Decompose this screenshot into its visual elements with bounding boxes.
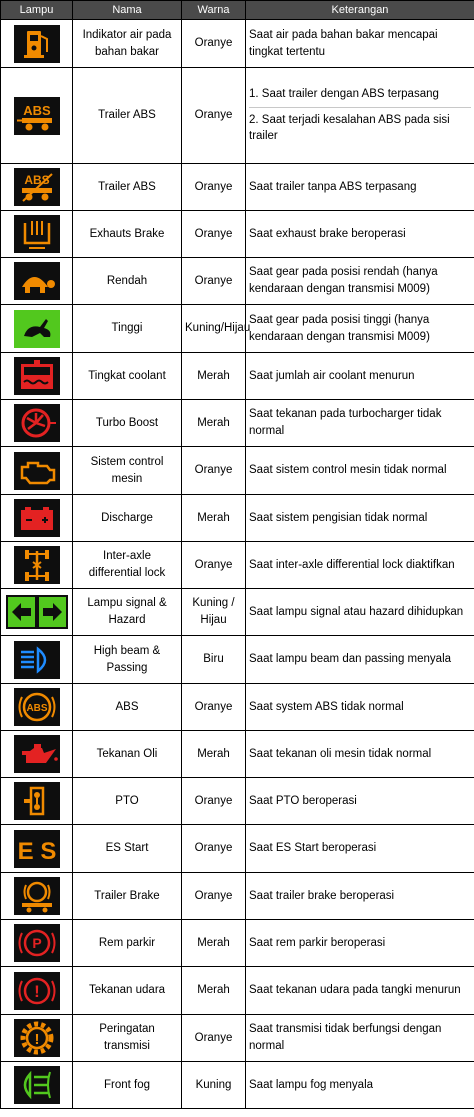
axle-lock-icon	[14, 546, 60, 584]
keterangan-text: Saat transmisi tidak berfungsi dengan normal	[249, 1023, 442, 1052]
lampu-cell	[1, 20, 73, 68]
keterangan-cell	[246, 542, 474, 589]
nama-cell: Discharge	[73, 495, 182, 542]
keterangan-cell	[246, 778, 474, 825]
warna-cell: Merah	[182, 400, 246, 447]
keterangan-text: Saat tekanan oli mesin tidak normal	[249, 747, 432, 760]
warna-cell: Oranye	[182, 825, 246, 873]
transmission-warning-icon	[14, 1019, 60, 1057]
warna-cell: Kuning/Hijau	[182, 305, 246, 353]
keterangan-cell	[246, 589, 474, 636]
keterangan-cell	[246, 825, 474, 873]
nama-cell: Front fog	[73, 1062, 182, 1109]
warna-cell: Merah	[182, 353, 246, 400]
lampu-cell	[1, 684, 73, 731]
nama-cell: ABS	[73, 684, 182, 731]
lampu-cell	[1, 353, 73, 400]
lampu-cell	[1, 258, 73, 305]
keterangan-text: Saat trailer brake beroperasi	[249, 889, 395, 902]
lampu-cell	[1, 447, 73, 495]
nama-cell: Tekanan udara	[73, 967, 182, 1015]
keterangan-cell	[246, 636, 474, 684]
keterangan-cell	[246, 731, 474, 778]
lampu-cell	[1, 1062, 73, 1109]
nama-cell: PTO	[73, 778, 182, 825]
turtle-icon	[14, 262, 60, 300]
lampu-cell	[1, 825, 73, 873]
table-row	[1, 967, 474, 1015]
keterangan-cell	[246, 873, 474, 920]
nama-cell: Trailer ABS	[73, 68, 182, 164]
keterangan-cell	[246, 1015, 474, 1062]
keterangan-text: Saat lampu beam dan passing menyala	[249, 653, 452, 666]
table-row	[1, 447, 474, 495]
header-keterangan: Keterangan	[246, 1, 474, 20]
lampu-cell	[1, 731, 73, 778]
table-row	[1, 305, 474, 353]
exhaust-brake-icon	[14, 215, 60, 253]
keterangan-cell	[246, 305, 474, 353]
air-pressure-icon	[14, 972, 60, 1010]
turn-signal-icon	[6, 595, 68, 629]
svg-text:!: !	[33, 981, 40, 1001]
keterangan-cell	[246, 211, 474, 258]
nama-cell: Turbo Boost	[73, 400, 182, 447]
lampu-cell	[1, 164, 73, 211]
keterangan-cell	[246, 1062, 474, 1109]
lampu-cell	[1, 636, 73, 684]
table-row	[1, 68, 474, 164]
lampu-cell	[1, 1015, 73, 1062]
warna-cell: Oranye	[182, 211, 246, 258]
nama-cell: Trailer ABS	[73, 164, 182, 211]
table-row	[1, 353, 474, 400]
keterangan-text: Saat inter-axle differential lock diaktifkan	[249, 558, 455, 571]
keterangan-cell	[246, 20, 474, 68]
es-icon	[14, 830, 60, 868]
svg-text:ABS: ABS	[23, 173, 50, 187]
table-row	[1, 1062, 474, 1109]
parking-brake-icon	[14, 924, 60, 962]
header-warna: Warna	[182, 1, 246, 20]
keterangan-text: Saat trailer tanpa ABS terpasang	[249, 180, 417, 193]
warna-cell: Kuning / Hijau	[182, 589, 246, 636]
keterangan-cell	[246, 447, 474, 495]
warna-cell: Merah	[182, 731, 246, 778]
keterangan-cell	[246, 495, 474, 542]
keterangan-text: Saat air pada bahan bakar mencapai tingkat tertentu	[249, 28, 438, 58]
nama-cell: Exhauts Brake	[73, 211, 182, 258]
keterangan-text: Saat rem parkir beroperasi	[249, 936, 386, 949]
keterangan-text: Saat ES Start beroperasi	[249, 842, 377, 855]
table-row	[1, 636, 474, 684]
keterangan-text: Saat lampu signal atau hazard dihidupkan	[249, 605, 464, 618]
table-row	[1, 778, 474, 825]
svg-text:!: !	[34, 1031, 39, 1048]
nama-cell: Lampu signal & Hazard	[73, 589, 182, 636]
keterangan-text: Saat jumlah air coolant menurun	[249, 369, 415, 382]
keterangan-text: Saat lampu fog menyala	[249, 1078, 374, 1091]
coolant-level-icon	[14, 357, 60, 395]
warna-cell: Oranye	[182, 778, 246, 825]
table-row	[1, 731, 474, 778]
warna-cell: Oranye	[182, 684, 246, 731]
table-row	[1, 211, 474, 258]
nama-cell: Tingkat coolant	[73, 353, 182, 400]
nama-cell: ES Start	[73, 825, 182, 873]
table-row	[1, 825, 474, 873]
keterangan-text: Saat tekanan pada turbocharger tidak normal	[249, 408, 442, 437]
keterangan-cell	[246, 164, 474, 211]
keterangan-text: Saat tekanan udara pada tangki menurun	[249, 984, 461, 997]
lampu-cell	[1, 920, 73, 967]
nama-cell: High beam & Passing	[73, 636, 182, 684]
keterangan-item: 2. Saat terjadi kesalahan ABS pada sisi trailer	[249, 107, 471, 149]
table-row	[1, 1015, 474, 1062]
rabbit-icon	[14, 310, 60, 348]
keterangan-cell	[246, 400, 474, 447]
warna-cell: Kuning	[182, 1062, 246, 1109]
warna-cell: Oranye	[182, 20, 246, 68]
header-lampu: Lampu	[1, 1, 73, 20]
nama-cell: Tekanan Oli	[73, 731, 182, 778]
lampu-cell	[1, 778, 73, 825]
warna-cell: Biru	[182, 636, 246, 684]
warna-cell: Merah	[182, 967, 246, 1015]
trailer-abs-crossed-icon	[14, 168, 60, 206]
warna-cell: Oranye	[182, 542, 246, 589]
lampu-cell	[1, 542, 73, 589]
lampu-cell	[1, 211, 73, 258]
warna-cell: Oranye	[182, 258, 246, 305]
keterangan-text: Saat system ABS tidak normal	[249, 700, 404, 713]
keterangan-cell	[246, 68, 474, 164]
keterangan-text: Saat exhaust brake beroperasi	[249, 227, 406, 240]
keterangan-list	[249, 82, 471, 149]
header-row	[1, 1, 474, 20]
fuel-pump-icon	[14, 25, 60, 63]
nama-cell: Tinggi	[73, 305, 182, 353]
trailer-abs-icon	[14, 97, 60, 135]
warna-cell: Oranye	[182, 1015, 246, 1062]
table-row	[1, 920, 474, 967]
table-row	[1, 589, 474, 636]
table-row	[1, 542, 474, 589]
battery-icon	[14, 499, 60, 537]
table-row	[1, 495, 474, 542]
keterangan-cell	[246, 353, 474, 400]
engine-icon	[14, 452, 60, 490]
lampu-cell	[1, 495, 73, 542]
table-row	[1, 164, 474, 211]
keterangan-text: Saat gear pada posisi tinggi (hanya kendaraan dengan transmisi M009)	[249, 313, 430, 343]
nama-cell: Sistem control mesin	[73, 447, 182, 495]
keterangan-item: 1. Saat trailer dengan ABS terpasang	[249, 87, 439, 100]
nama-cell: Rendah	[73, 258, 182, 305]
svg-text:E S: E S	[17, 837, 56, 865]
table-row	[1, 258, 474, 305]
keterangan-text: Saat sistem pengisian tidak normal	[249, 511, 428, 524]
pto-icon	[14, 782, 60, 820]
trailer-brake-icon	[14, 877, 60, 915]
keterangan-cell	[246, 258, 474, 305]
high-beam-icon	[14, 641, 60, 679]
lampu-cell	[1, 967, 73, 1015]
lampu-cell	[1, 305, 73, 353]
lampu-cell	[1, 400, 73, 447]
front-fog-icon	[14, 1066, 60, 1104]
warna-cell: Oranye	[182, 873, 246, 920]
turbo-icon	[14, 404, 60, 442]
warna-cell: Oranye	[182, 68, 246, 164]
nama-cell: Rem parkir	[73, 920, 182, 967]
table-row	[1, 20, 474, 68]
keterangan-cell	[246, 967, 474, 1015]
svg-text:P: P	[31, 935, 42, 951]
table-row	[1, 400, 474, 447]
abs-icon	[14, 688, 60, 726]
warna-cell: Merah	[182, 920, 246, 967]
warna-cell: Oranye	[182, 447, 246, 495]
warna-cell: Oranye	[182, 164, 246, 211]
lampu-cell	[1, 589, 73, 636]
keterangan-text: Saat sistem control mesin tidak normal	[249, 464, 447, 477]
nama-cell: Indikator air pada bahan bakar	[73, 20, 182, 68]
table-row	[1, 684, 474, 731]
lampu-cell	[1, 68, 73, 164]
keterangan-text: Saat PTO beroperasi	[249, 794, 357, 807]
svg-text:ABS: ABS	[22, 102, 51, 118]
nama-cell: Inter-axle differential lock	[73, 542, 182, 589]
keterangan-cell	[246, 684, 474, 731]
header-nama: Nama	[73, 1, 182, 20]
lampu-cell	[1, 873, 73, 920]
keterangan-cell	[246, 920, 474, 967]
keterangan-text: Saat gear pada posisi rendah (hanya kendaraan dengan transmisi M009)	[249, 266, 438, 295]
oil-can-icon	[14, 735, 60, 773]
nama-cell: Peringatan transmisi	[73, 1015, 182, 1062]
warna-cell: Merah	[182, 495, 246, 542]
table-row	[1, 873, 474, 920]
nama-cell: Trailer Brake	[73, 873, 182, 920]
svg-text:ABS: ABS	[25, 703, 48, 714]
